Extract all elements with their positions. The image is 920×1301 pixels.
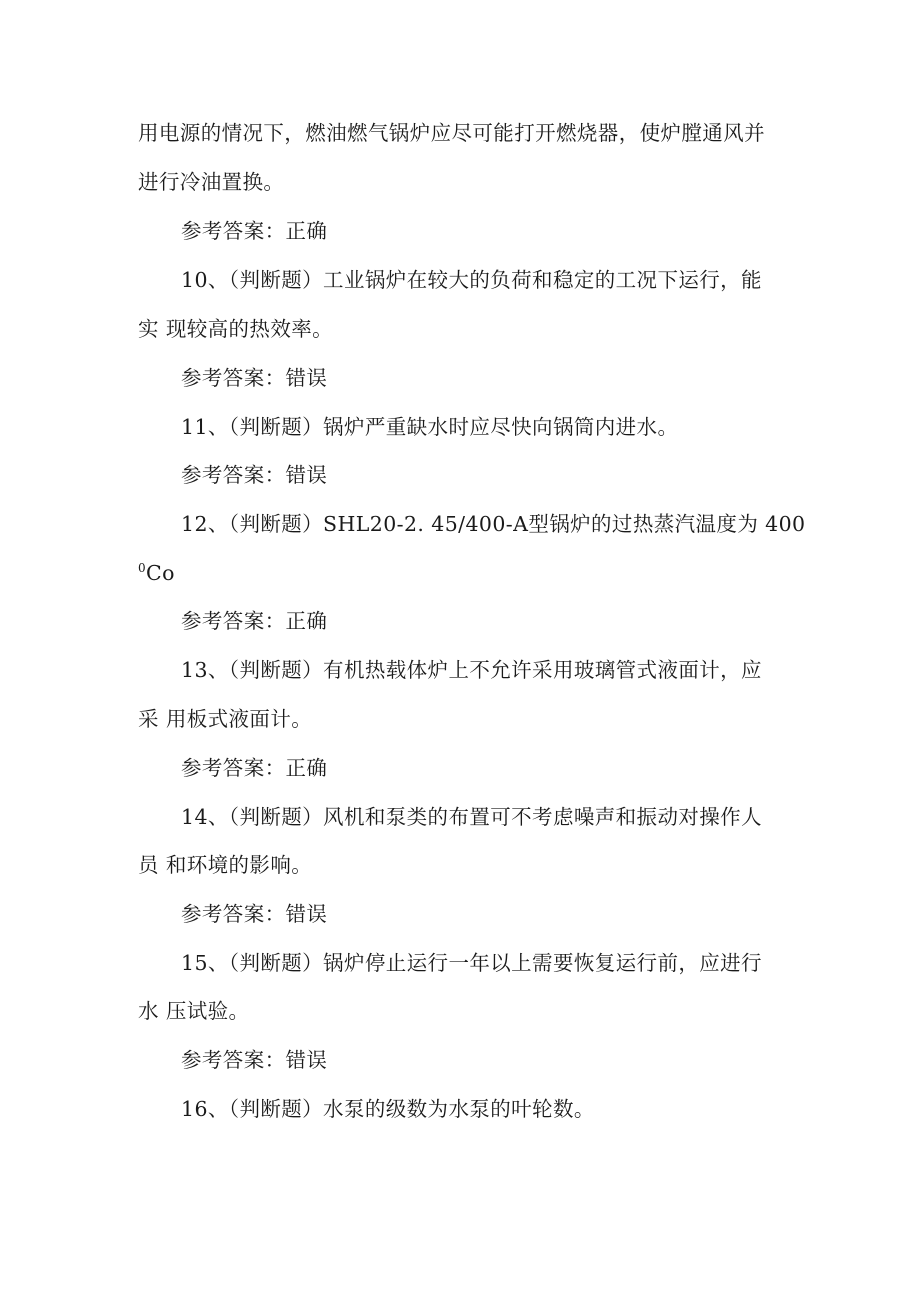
question-text-line xyxy=(138,706,312,732)
question-number: 15、 xyxy=(181,951,229,975)
question-line xyxy=(181,804,762,830)
question-number: 12、 xyxy=(181,512,229,536)
question-type: （判断题） xyxy=(228,268,324,292)
question-number: 13、 xyxy=(181,658,229,682)
answer-line xyxy=(181,462,327,488)
question-text-line xyxy=(138,998,249,1024)
question-text: SHL20-2. 45/400-A型锅炉的过热蒸汽温度为 400 xyxy=(323,512,806,536)
answer-line xyxy=(181,608,327,634)
answer-label: 参考答案： xyxy=(181,366,286,390)
answer-value: 错误 xyxy=(285,463,328,487)
question-text: 风机和泵类的布置可不考虑噪声和振动对操作人 xyxy=(323,805,762,829)
answer-label: 参考答案： xyxy=(181,1048,286,1072)
question-line xyxy=(181,267,762,293)
question-type: （判断题） xyxy=(228,658,324,682)
question-type: （判断题） xyxy=(228,1097,324,1121)
answer-line xyxy=(181,755,327,781)
answer-value: 错误 xyxy=(285,366,328,390)
answer-label: 参考答案： xyxy=(181,756,286,780)
answer-value: 正确 xyxy=(285,756,328,780)
answer-line xyxy=(181,365,327,391)
question-text: 实 现较高的热效率。 xyxy=(138,317,334,341)
answer-value: 正确 xyxy=(285,609,328,633)
question-line xyxy=(181,950,762,976)
answer-label: 参考答案： xyxy=(181,902,286,926)
question-type: （判断题） xyxy=(228,415,324,439)
answer-value: 错误 xyxy=(285,1048,328,1072)
question-type: （判断题） xyxy=(228,951,324,975)
question-line xyxy=(181,414,678,440)
question-text: 采 用板式液面计。 xyxy=(138,707,313,731)
question-text-line xyxy=(138,120,765,146)
question-number: 14、 xyxy=(181,805,229,829)
question-line xyxy=(181,511,805,537)
answer-value: 正确 xyxy=(285,219,328,243)
question-text: 锅炉停止运行一年以上需要恢复运行前，应进行 xyxy=(323,951,762,975)
question-text: 锅炉严重缺水时应尽快向锅筒内进水。 xyxy=(323,415,679,439)
question-line xyxy=(181,1096,595,1122)
question-text: 水 压试验。 xyxy=(138,999,250,1023)
question-text-line xyxy=(138,169,284,195)
question-text: 员 和环境的影响。 xyxy=(138,853,313,877)
question-number: 10、 xyxy=(181,268,229,292)
answer-label: 参考答案： xyxy=(181,219,286,243)
answer-line xyxy=(181,218,327,244)
question-number: 16、 xyxy=(181,1097,229,1121)
question-line xyxy=(181,657,762,683)
question-text-line xyxy=(138,852,312,878)
question-text-line xyxy=(138,560,175,586)
question-text: Co xyxy=(146,561,175,585)
question-number: 11、 xyxy=(181,415,229,439)
question-text: 水泵的级数为水泵的叶轮数。 xyxy=(323,1097,595,1121)
answer-value: 错误 xyxy=(285,902,328,926)
question-type: （判断题） xyxy=(228,512,324,536)
question-type: （判断题） xyxy=(228,805,324,829)
answer-label: 参考答案： xyxy=(181,609,286,633)
question-text: 工业锅炉在较大的负荷和稳定的工况下运行，能 xyxy=(323,268,762,292)
question-text: 用电源的情况下，燃油燃气锅炉应尽可能打开燃烧器，使炉膛通风并 xyxy=(138,121,765,145)
answer-line xyxy=(181,1047,327,1073)
question-text-line xyxy=(138,316,333,342)
question-text: 进行冷油置换。 xyxy=(138,170,285,194)
answer-label: 参考答案： xyxy=(181,463,286,487)
question-text: 有机热载体炉上不允许采用玻璃管式液面计，应 xyxy=(323,658,762,682)
answer-line xyxy=(181,901,327,927)
superscript-degree: 0 xyxy=(138,561,147,576)
